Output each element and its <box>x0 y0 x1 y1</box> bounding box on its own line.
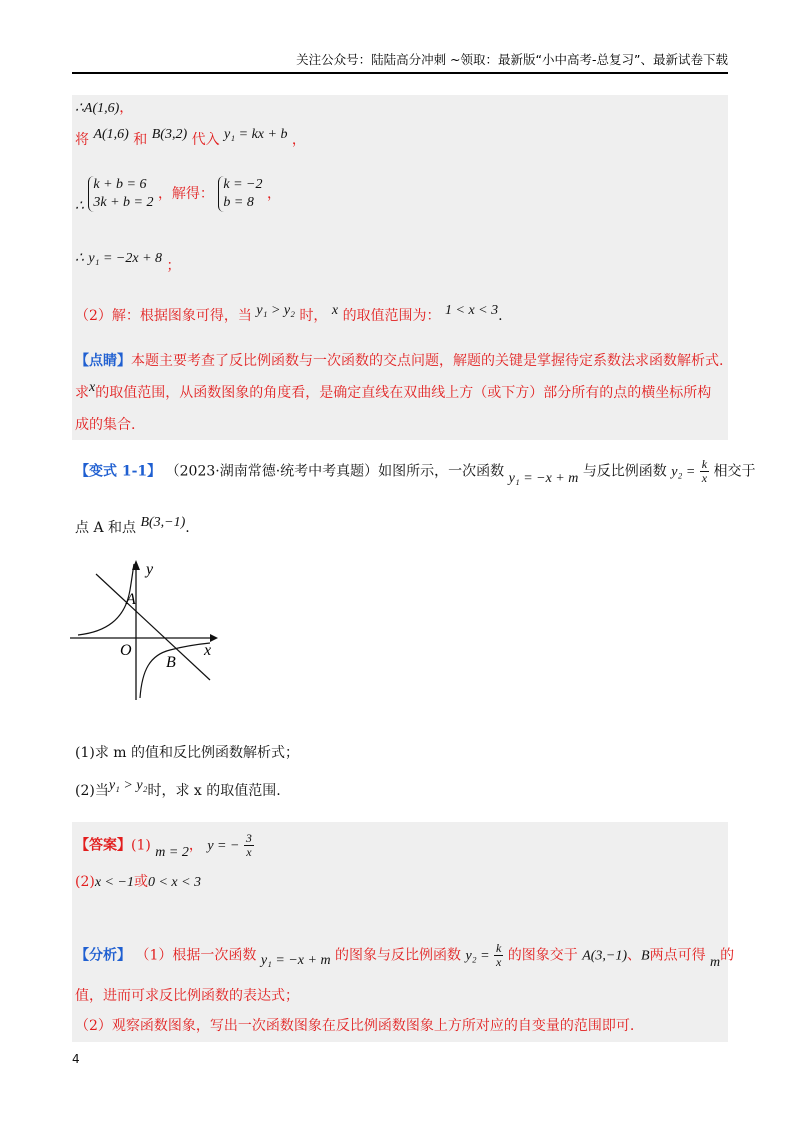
page-header: 关注公众号：陆陆高分冲刺 ~领取：最新版“小中高考-总复习”、最新试卷下载 <box>72 50 728 74</box>
comment-line-2: 求x的取值范围，从函数图象的角度看，是确定直线在双曲线上方（或下方）部分所有的点的横坐标所构 <box>75 380 712 401</box>
fraction-3-over-x: $\frac{3}{x}$ <box>245 831 252 860</box>
analysis-line-1: 【分析】 （1）根据一次函数 y₁ = −x + m 的图象与反比例函数 y₂ = $\frac{k}{x}$ 的图象交于 A(3,−1)、B两点可得 m的 <box>75 941 735 970</box>
label-x: x <box>204 642 212 659</box>
equation-system: k + b = 6 3k + b = 2 <box>88 176 153 212</box>
solution-part-2: （2）解：根据图象可得，当 y₁ > y₂ 时， x 的取值范围为： 1 < x < 3. <box>75 303 503 324</box>
page-number: 4 <box>72 1052 80 1066</box>
question-2: (2)当y₁ > y₂时，求 x 的取值范围. <box>75 778 281 799</box>
label-y: y <box>146 561 154 578</box>
answer-line-2: (2)x < −1或0 < x < 3 <box>75 874 202 890</box>
comment-tag: 【点睛】 <box>75 353 131 369</box>
comment-line-1: 【点睛】本题主要考查了反比例函数与一次函数的交点问题，解题的关键是掌握待定系数法求函数解析式. <box>75 353 724 369</box>
variant-tag: 【变式 1-1】 <box>75 463 162 480</box>
label-point-b: B <box>166 654 176 671</box>
comment-line-3: 成的集合. <box>75 417 136 433</box>
solution-line-2: 将 A(1,6) 和 B(3,2) 代入 y₁ = kx + b ， <box>75 127 306 148</box>
label-point-a: A <box>126 591 136 608</box>
analysis-line-3: （2）观察函数图象，写出一次函数图象在反比例函数图象上方所对应的自变量的范围即可. <box>75 1018 635 1034</box>
x-axis-arrow <box>210 634 218 642</box>
label-origin: O <box>120 642 132 659</box>
analysis-line-2: 值，进而可求反比例函数的表达式； <box>75 988 299 1004</box>
analysis-tag: 【分析】 <box>75 947 131 964</box>
question-1: (1)求 m 的值和反比例函数解析式； <box>75 745 300 761</box>
fraction-k-over-x-2: $\frac{k}{x}$ <box>495 941 502 970</box>
linear-function-line <box>96 574 210 680</box>
answer-line-1: 【答案】(1) m = 2， y = − $\frac{3}{x}$ <box>75 831 252 860</box>
function-graph <box>70 560 230 700</box>
solution-system: k = −2 b = 8 <box>218 176 262 212</box>
variant-line-1: 【变式 1-1】 （2023·湖南常德·统考中考真题）如图所示，一次函数 y₁ = −x + m 与反比例函数 y₂ = $\frac{k}{x}$ 相交于 <box>75 457 756 486</box>
answer-tag: 【答案】 <box>75 837 131 854</box>
solution-result: ∴ y₁ = −2x + 8 ； <box>75 251 181 274</box>
solution-system: ∴ k + b = 6 3k + b = 2 ，解得： k = −2 b = 8 ， <box>75 177 281 215</box>
therefore-a: ∴A(1,6) <box>75 101 120 116</box>
fraction-k-over-x: $\frac{k}{x}$ <box>701 457 708 486</box>
variant-line-2: 点 A 和点 B(3,−1). <box>75 515 190 536</box>
solution-line-1: ∴A(1,6)， <box>75 100 134 116</box>
